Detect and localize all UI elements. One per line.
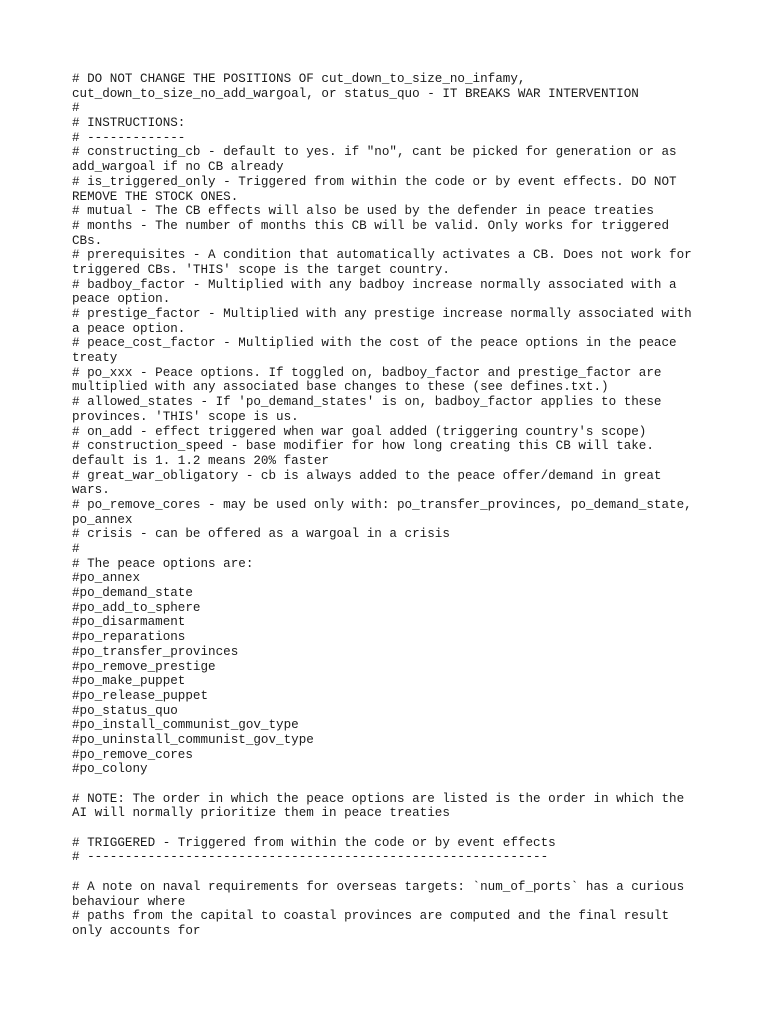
text-line: # bbox=[72, 101, 80, 116]
text-line: #po_transfer_provinces bbox=[72, 644, 239, 659]
text-line: #po_make_puppet bbox=[72, 674, 186, 689]
text-line: # great_war_obligatory - cb is always added to the peace offer/demand in great bbox=[72, 468, 662, 483]
text-line: #po_demand_state bbox=[72, 586, 193, 601]
text-line: # allowed_states - If 'po_demand_states' is on, badboy_factor applies to these bbox=[72, 395, 662, 410]
text-line: # badboy_factor - Multiplied with any badboy increase normally associated with a bbox=[72, 277, 677, 292]
document-page bbox=[72, 72, 712, 939]
text-line bbox=[72, 865, 712, 880]
text-line: provinces. 'THIS' scope is us. bbox=[72, 409, 299, 424]
text-line: wars. bbox=[72, 483, 110, 498]
text-line: cut_down_to_size_no_add_wargoal, or status_quo - IT BREAKS WAR INTERVENTION bbox=[72, 86, 639, 101]
text-line: # on_add - effect triggered when war goal added (triggering country's scope) bbox=[72, 424, 647, 439]
text-line: # NOTE: The order in which the peace options are listed is the order in which the bbox=[72, 791, 685, 806]
text-line: # ------------- bbox=[72, 130, 186, 145]
text-line: #po_remove_cores bbox=[72, 747, 193, 762]
text-line: # peace_cost_factor - Multiplied with the cost of the peace options in the peace bbox=[72, 336, 677, 351]
text-line: # constructing_cb - default to yes. if "no", cant be picked for generation or as bbox=[72, 145, 677, 160]
text-line: a peace option. bbox=[72, 321, 186, 336]
text-line: default is 1. 1.2 means 20% faster bbox=[72, 453, 329, 468]
text-line: # paths from the capital to coastal provinces are computed and the final result bbox=[72, 909, 670, 924]
text-line: #po_colony bbox=[72, 762, 148, 777]
text-line: # mutual - The CB effects will also be used by the defender in peace treaties bbox=[72, 204, 654, 219]
text-line: # ------------------------------------------------------------- bbox=[72, 850, 549, 865]
text-line: # bbox=[72, 542, 80, 556]
text-line: AI will normally prioritize them in peace treaties bbox=[72, 806, 450, 821]
text-line: behaviour where bbox=[72, 894, 186, 909]
text-line: # po_remove_cores - may be used only with: po_transfer_provinces, po_demand_state, bbox=[72, 497, 692, 512]
text-line: treaty bbox=[72, 351, 118, 366]
text-line: # po_xxx - Peace options. If toggled on, badboy_factor and prestige_factor are bbox=[72, 365, 662, 380]
text-line: # months - The number of months this CB will be valid. Only works for triggered bbox=[72, 218, 670, 233]
text-line: # INSTRUCTIONS: bbox=[72, 116, 186, 131]
text-line: po_annex bbox=[72, 512, 133, 527]
text-line: peace option. bbox=[72, 292, 171, 307]
text-line: CBs. bbox=[72, 233, 103, 248]
text-line: #po_release_puppet bbox=[72, 688, 209, 703]
text-line: triggered CBs. 'THIS' scope is the target country. bbox=[72, 262, 450, 277]
text-line: # is_triggered_only - Triggered from within the code or by event effects. DO NOT bbox=[72, 174, 677, 189]
text-line: #po_status_quo bbox=[72, 703, 178, 718]
text-line: # DO NOT CHANGE THE POSITIONS OF cut_down_to_size_no_infamy, bbox=[72, 72, 526, 86]
text-line: # construction_speed - base modifier for how long creating this CB will take. bbox=[72, 439, 654, 454]
text-line: # crisis - can be offered as a wargoal in a crisis bbox=[72, 527, 450, 542]
text-line: #po_install_communist_gov_type bbox=[72, 718, 299, 733]
text-line: REMOVE THE STOCK ONES. bbox=[72, 189, 239, 204]
text-line: #po_uninstall_communist_gov_type bbox=[72, 732, 314, 747]
text-line: #po_remove_prestige bbox=[72, 659, 216, 674]
text-line: # The peace options are: bbox=[72, 556, 254, 571]
text-line: only accounts for bbox=[72, 923, 201, 938]
text-line: # prerequisites - A condition that automatically activates a CB. Does not work for bbox=[72, 248, 692, 263]
text-line: multiplied with any associated base changes to these (see defines.txt.) bbox=[72, 380, 609, 395]
text-line: # A note on naval requirements for overseas targets: `num_of_ports` has a curious bbox=[72, 879, 685, 894]
text-line bbox=[72, 821, 712, 836]
text-line: # TRIGGERED - Triggered from within the code or by event effects bbox=[72, 835, 556, 850]
text-line: add_wargoal if no CB already bbox=[72, 160, 284, 175]
text-line: #po_add_to_sphere bbox=[72, 600, 201, 615]
text-line: #po_annex bbox=[72, 571, 141, 586]
text-line bbox=[72, 777, 712, 792]
text-line: # prestige_factor - Multiplied with any prestige increase normally associated with bbox=[72, 307, 692, 321]
text-line: #po_disarmament bbox=[72, 615, 186, 630]
text-line: #po_reparations bbox=[72, 630, 186, 645]
